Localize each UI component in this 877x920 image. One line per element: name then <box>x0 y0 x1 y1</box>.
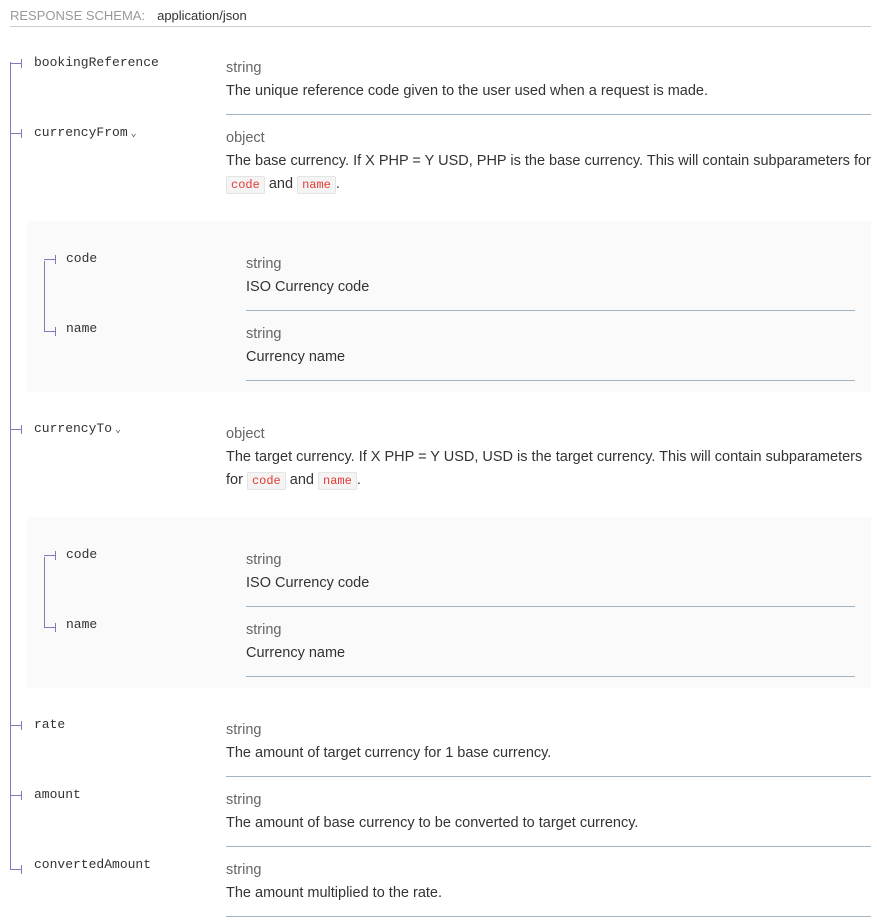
field-description: ISO Currency code <box>246 575 370 591</box>
tree-branch-icon <box>10 869 22 870</box>
tree-branch-icon <box>10 725 22 726</box>
tree-branch-icon <box>44 627 56 628</box>
field-type: object <box>226 426 265 442</box>
tree-branch-icon <box>10 795 22 796</box>
field-name: currencyTo <box>34 421 113 436</box>
field-description: The base currency. If X PHP = Y USD, PHP is the base currency. This will contain subparameters for code and name . <box>226 153 871 192</box>
field-type: string <box>226 792 262 808</box>
currencyTo-subfields <box>27 517 871 688</box>
tree-line <box>10 62 11 870</box>
tree-branch-icon <box>44 555 56 556</box>
tree-branch-icon <box>44 331 56 332</box>
field-type: string <box>226 60 262 76</box>
field-name: currencyFrom <box>34 125 128 140</box>
field-name: convertedAmount <box>34 857 152 872</box>
field-description: The amount multiplied to the rate. <box>226 885 443 901</box>
currencyFrom-subfields <box>27 221 871 392</box>
field-type: string <box>246 256 282 272</box>
field-type: string <box>246 326 282 342</box>
schema-label: RESPONSE SCHEMA: <box>10 8 146 23</box>
field-description: The amount of target currency for 1 base currency. <box>226 745 552 761</box>
field-name: amount <box>34 787 81 802</box>
tree-line <box>44 261 45 331</box>
field-type: string <box>226 722 262 738</box>
response-schema-header <box>10 8 871 27</box>
field-name: code <box>66 547 98 562</box>
field-name: name <box>66 617 98 632</box>
expand-currencyFrom-toggle[interactable] <box>34 125 137 140</box>
field-type: string <box>246 552 282 568</box>
field-description: The unique reference code given to the user used when a request is made. <box>226 83 709 99</box>
field-type: string <box>246 622 282 638</box>
field-description: The amount of base currency to be converted to target currency. <box>226 815 639 831</box>
tree-branch-icon <box>10 429 22 430</box>
tree-branch-icon <box>10 133 22 134</box>
content-type: application/json <box>157 8 247 23</box>
tree-branch-icon <box>10 63 22 64</box>
tree-branch-icon <box>44 259 56 260</box>
field-description: ISO Currency code <box>246 279 370 295</box>
field-name: name <box>66 321 98 336</box>
field-name: rate <box>34 717 66 732</box>
chevron-down-icon: ⌄ <box>115 425 122 436</box>
field-type: object <box>226 130 265 146</box>
field-description: Currency name <box>246 349 346 365</box>
field-type: string <box>226 862 262 878</box>
field-description: The target currency. If X PHP = Y USD, USD is the target currency. This will contain subparameters for code and name . <box>226 449 863 488</box>
field-name: bookingReference <box>34 55 159 70</box>
expand-currencyTo-toggle[interactable] <box>34 421 121 436</box>
chevron-down-icon: ⌄ <box>130 129 137 140</box>
field-name: code <box>66 251 98 266</box>
field-description: Currency name <box>246 645 346 661</box>
tree-line <box>44 557 45 627</box>
